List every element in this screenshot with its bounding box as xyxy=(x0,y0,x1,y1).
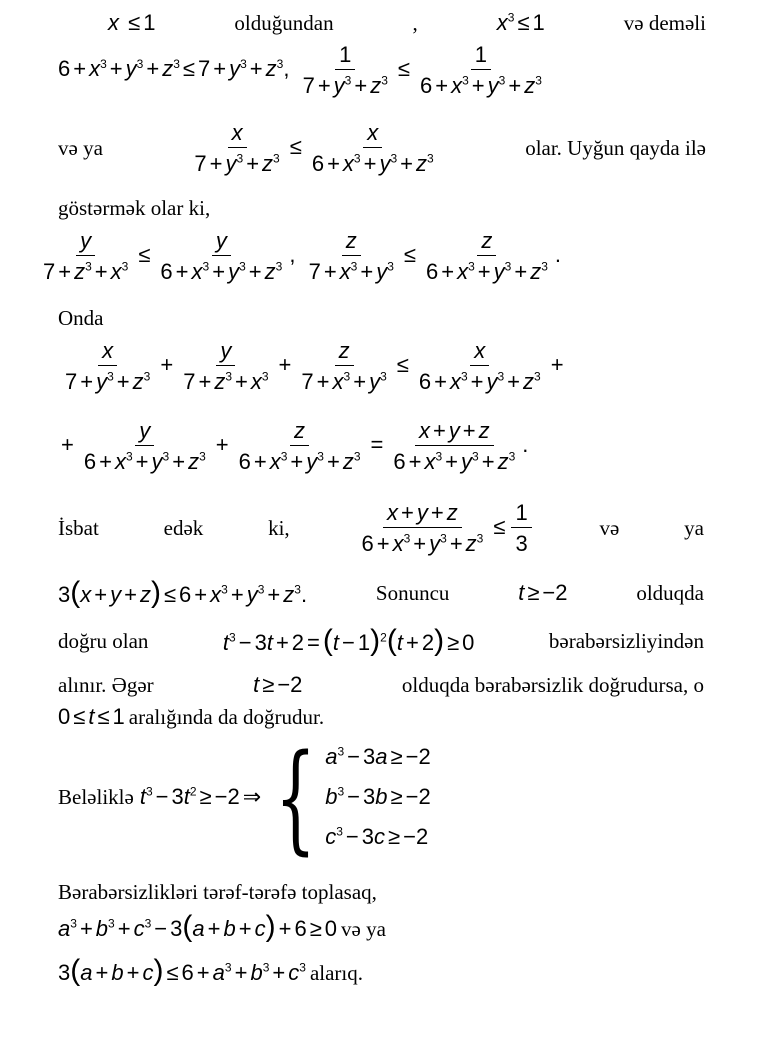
system-row-b: $b^3 - 3b \ge -2$ xyxy=(325,784,431,809)
formula-factorization: $t^3 - 3t + 2 = (t - 1)^2(t + 2) \ge 0$ xyxy=(222,624,475,657)
formula-t-ge-minus2-b: t ≥ −2 xyxy=(253,672,303,697)
fraction-1-over-6xyz: $\frac{1}{6 + x^3 + y^3 + z^3}$ xyxy=(419,42,542,99)
text-ve-ya: və ya xyxy=(58,135,103,160)
formula-sum-le-third: $\frac{x + y + z}{6 + x^3 + y^3 + z^3}$ ≤ $\frac{1}{3}$ xyxy=(354,500,534,557)
text-dogru-olan: doğru olan xyxy=(58,628,149,653)
text-sonuncu: Sonuncu xyxy=(375,580,450,605)
text-olar-uygun: olar. Uyğun qayda ilə xyxy=(525,135,706,160)
text-berabersizliyinden: bərabərsizliyindən xyxy=(548,628,704,653)
text-isbat: İsbat xyxy=(58,515,99,540)
text-ve: və xyxy=(599,515,620,540)
text-olduğundan: olduğundan xyxy=(234,10,334,35)
line-16 xyxy=(58,910,386,944)
text-araliginda: aralığında da doğrudur. xyxy=(128,705,325,729)
line-10 xyxy=(58,576,704,610)
formula-final: $3(a + b + c) \le 6 + a^3 + b^3 + c^3$ xyxy=(58,954,306,987)
text-alariq: alarıq. xyxy=(309,961,363,985)
left-brace: { xyxy=(275,728,317,866)
formula-sum-abc: $a^3 + b^3 + c^3 - 3(a + b + c) + 6 \ge 0$ xyxy=(58,910,338,943)
line-14-system xyxy=(58,728,431,866)
text-belelikle: Beləliklə xyxy=(58,784,134,809)
line-8: + $\frac{y}{6 + x^3 + y^3 + z^3}$ + $\frac{z}{6 + x^3 + y^3 + z^3}$ = $\frac{x + y + z}{6 + x^3 + y^3 + z^3}$ . xyxy=(61,418,529,475)
system-of-inequalities xyxy=(325,744,430,850)
formula-x-le-1: x ≤ 1 xyxy=(108,10,156,35)
text-ve-demeli: və deməli xyxy=(623,10,706,35)
formula-t3-3t2: $t^3 - 3t^2 \ge -2$ ⇒ xyxy=(139,784,262,809)
text-ki: ki, xyxy=(268,515,290,540)
line-5: $\frac{y}{7 + z^3 + x^3}$ ≤ $\frac{y}{6 + x^3 + y^3 + z^3}$ , $\frac{z}{7 + x^3 + y^3}$ ≤ $\frac{z}{6 + x^3 + y^3 + z^3}$ . xyxy=(43,228,561,285)
line-3 xyxy=(58,120,706,177)
line-2: $6 + x^3 + y^3 + z^3 \le 7 + y^3 + z^3$, $\frac{1}{7 + y^3 + z^3}$ ≤ $\frac{1}{6 + x^3 + y^3 + z^3}$ xyxy=(58,42,549,99)
formula-t-ge-minus2: t ≥ −2 xyxy=(518,580,568,605)
line-11 xyxy=(58,624,704,658)
text-ve-ya-2: və ya xyxy=(341,917,386,941)
line-17 xyxy=(58,954,363,988)
text-comma: , xyxy=(412,10,418,35)
line-15: Bərabərsizlikləri tərəf-tərəfə toplasaq, xyxy=(58,880,377,904)
line-4: göstərmək olar ki, xyxy=(58,196,211,220)
text-olduqda-berabersizlik: olduqda bərabərsizlik doğrudursa, o xyxy=(401,672,704,697)
formula-x-fractions: $\frac{x}{7 + y^3 + z^3}$ ≤ $\frac{x}{6 + x^3 + y^3 + z^3}$ xyxy=(194,120,434,177)
system-row-c: $c^3 - 3c \ge -2$ xyxy=(325,824,429,849)
line-6-onda: Onda xyxy=(58,306,104,330)
line-13 xyxy=(58,704,324,730)
line-12 xyxy=(58,672,704,698)
system-row-a: $a^3 - 3a \ge -2$ xyxy=(325,744,431,769)
fraction-1-over-7yz: $\frac{1}{7 + y^3 + z^3}$ xyxy=(302,42,388,99)
text-alinir-eger: alınır. Əgər xyxy=(58,672,154,697)
text-ya: ya xyxy=(684,515,704,540)
formula-x3-le-1: $x^3 \le 1$ xyxy=(496,10,545,35)
line-1 xyxy=(108,8,706,38)
text-edek: edək xyxy=(163,515,204,540)
text-olduqda: olduqda xyxy=(636,580,704,605)
line-9 xyxy=(58,500,704,557)
formula-3sum: $3(x + y + z) \le 6 + x^3 + y^3 + z^3$. xyxy=(58,576,308,609)
formula-0-le-t-le-1: 0 ≤ t ≤ 1 xyxy=(58,704,125,729)
line-7: $\frac{x}{7 + y^3 + z^3}$ + $\frac{y}{7 + z^3 + x^3}$ + $\frac{z}{7 + x^3 + y^3}$ ≤ $\frac{x}{6 + x^3 + y^3 + z^3}$ + xyxy=(65,338,564,395)
